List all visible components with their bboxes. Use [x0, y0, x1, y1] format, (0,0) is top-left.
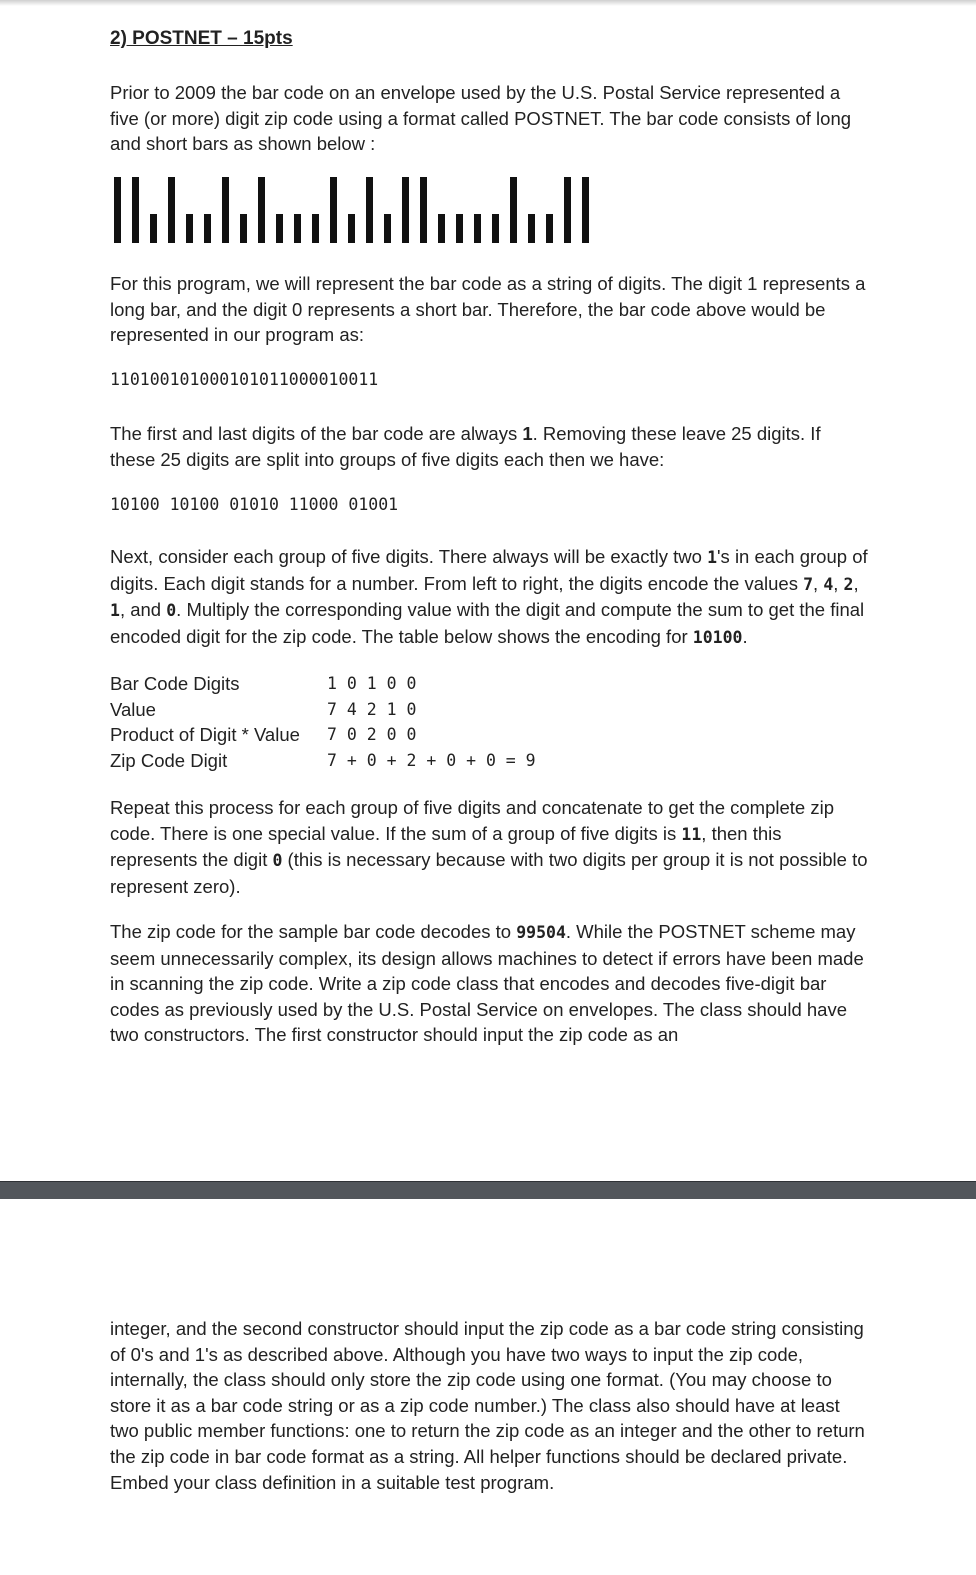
long-bar: [582, 177, 589, 243]
row-value: 7 + 0 + 2 + 0 + 0 = 9: [327, 750, 536, 770]
short-bar: [312, 214, 319, 243]
short-bar: [528, 214, 535, 243]
row-label: Product of Digit * Value: [110, 724, 300, 746]
row-label: Zip Code Digit: [110, 749, 228, 771]
short-bar: [240, 214, 247, 243]
row-value: 7 4 2 1 0: [327, 699, 417, 719]
encoding-table: [110, 671, 870, 773]
table-row: [110, 722, 870, 748]
row-label: Bar Code Digits: [110, 673, 240, 694]
short-bar: [438, 214, 445, 243]
representation-paragraph: For this program, we will represent the bar code as a string of digits. The digit 1 represents a long bar, and the digit 0 represents a short bar. Therefore, the bar code above would be represented in our program as:: [110, 273, 866, 346]
section-title: 2) POSTNET – 15pts: [110, 28, 293, 49]
long-bar: [510, 177, 517, 243]
long-bar: [132, 177, 139, 243]
split-paragraph: The first and last digits of the bar code are always 1. Removing these leave 25 digits. If these 25 digits are split into groups of five digits each then we have:: [110, 423, 821, 470]
short-bar: [384, 214, 391, 243]
long-bar: [222, 177, 229, 243]
barcode-string: 110100101000101011000010011: [110, 370, 379, 389]
digit-groups: 10100 10100 01010 11000 01001: [110, 495, 399, 514]
long-bar: [168, 177, 175, 243]
special-value-paragraph: Repeat this process for each group of five digits and concatenate to get the complete zip code. There is one special value. If the sum of a group of five digits is 11, then this represents the digit 0 (this is necessary because with two digits per group it is not possible to represent zero).: [110, 797, 868, 897]
short-bar: [150, 214, 157, 243]
short-bar: [204, 214, 211, 243]
task-paragraph: The zip code for the sample bar code decodes to 99504. While the POSTNET scheme may seem unnecessarily complex, its design allows machines to detect if errors have been made in scanning the zip code. Write a zip code class that encodes and decodes five-digit bar codes as previously used by the U.S. Postal Service on envelopes. The class should have two constructors. The first constructor should input the zip code as an: [110, 921, 864, 1046]
short-bar: [276, 214, 283, 243]
short-bar: [546, 214, 553, 243]
long-bar: [114, 177, 121, 243]
table-row: [110, 748, 870, 774]
task-paragraph-continued: integer, and the second constructor should input the zip code as a bar code string consisting of 0's and 1's as described above. Although you have two ways to input the zip code, internally, the class should only store the zip code using one format. (You may choose to store it as a bar code string or as a zip code number.) The class also should have at least two public member functions: one to return the zip code as an integer and the other to return the zip code in bar code format as a string. All helper functions should be declared private. Embed your class definition in a suitable test program.: [110, 1318, 865, 1493]
long-bar: [564, 177, 571, 243]
row-value: 7 0 2 0 0: [327, 725, 417, 745]
postnet-barcode: [114, 177, 604, 243]
long-bar: [330, 177, 337, 243]
intro-paragraph: Prior to 2009 the bar code on an envelope used by the U.S. Postal Service represented a five (or more) digit zip code using a format called POSTNET. The bar code consists of long and short bars as shown below :: [110, 82, 852, 155]
row-label: Value: [110, 698, 156, 720]
short-bar: [294, 214, 301, 243]
long-bar: [366, 177, 373, 243]
table-row: [110, 697, 870, 723]
encoding-paragraph: Next, consider each group of five digits. There always will be exactly two 1's in each group of digits. Each digit stands for a number. From left to right, the digits encode the values 7, 4, 2, 1, and 0. Multiply the corresponding value with the digit and compute the sum to get the final encoded digit for the zip code. The table below shows the encoding for 10100.: [110, 546, 868, 647]
page-break: [0, 1181, 976, 1199]
row-value: 1 0 1 0 0: [327, 674, 417, 693]
short-bar: [456, 214, 463, 243]
table-row: [110, 671, 870, 697]
top-shadow: [0, 0, 976, 6]
long-bar: [420, 177, 427, 243]
short-bar: [348, 214, 355, 243]
short-bar: [186, 214, 193, 243]
long-bar: [402, 177, 409, 243]
short-bar: [492, 214, 499, 243]
short-bar: [474, 214, 481, 243]
long-bar: [258, 177, 265, 243]
